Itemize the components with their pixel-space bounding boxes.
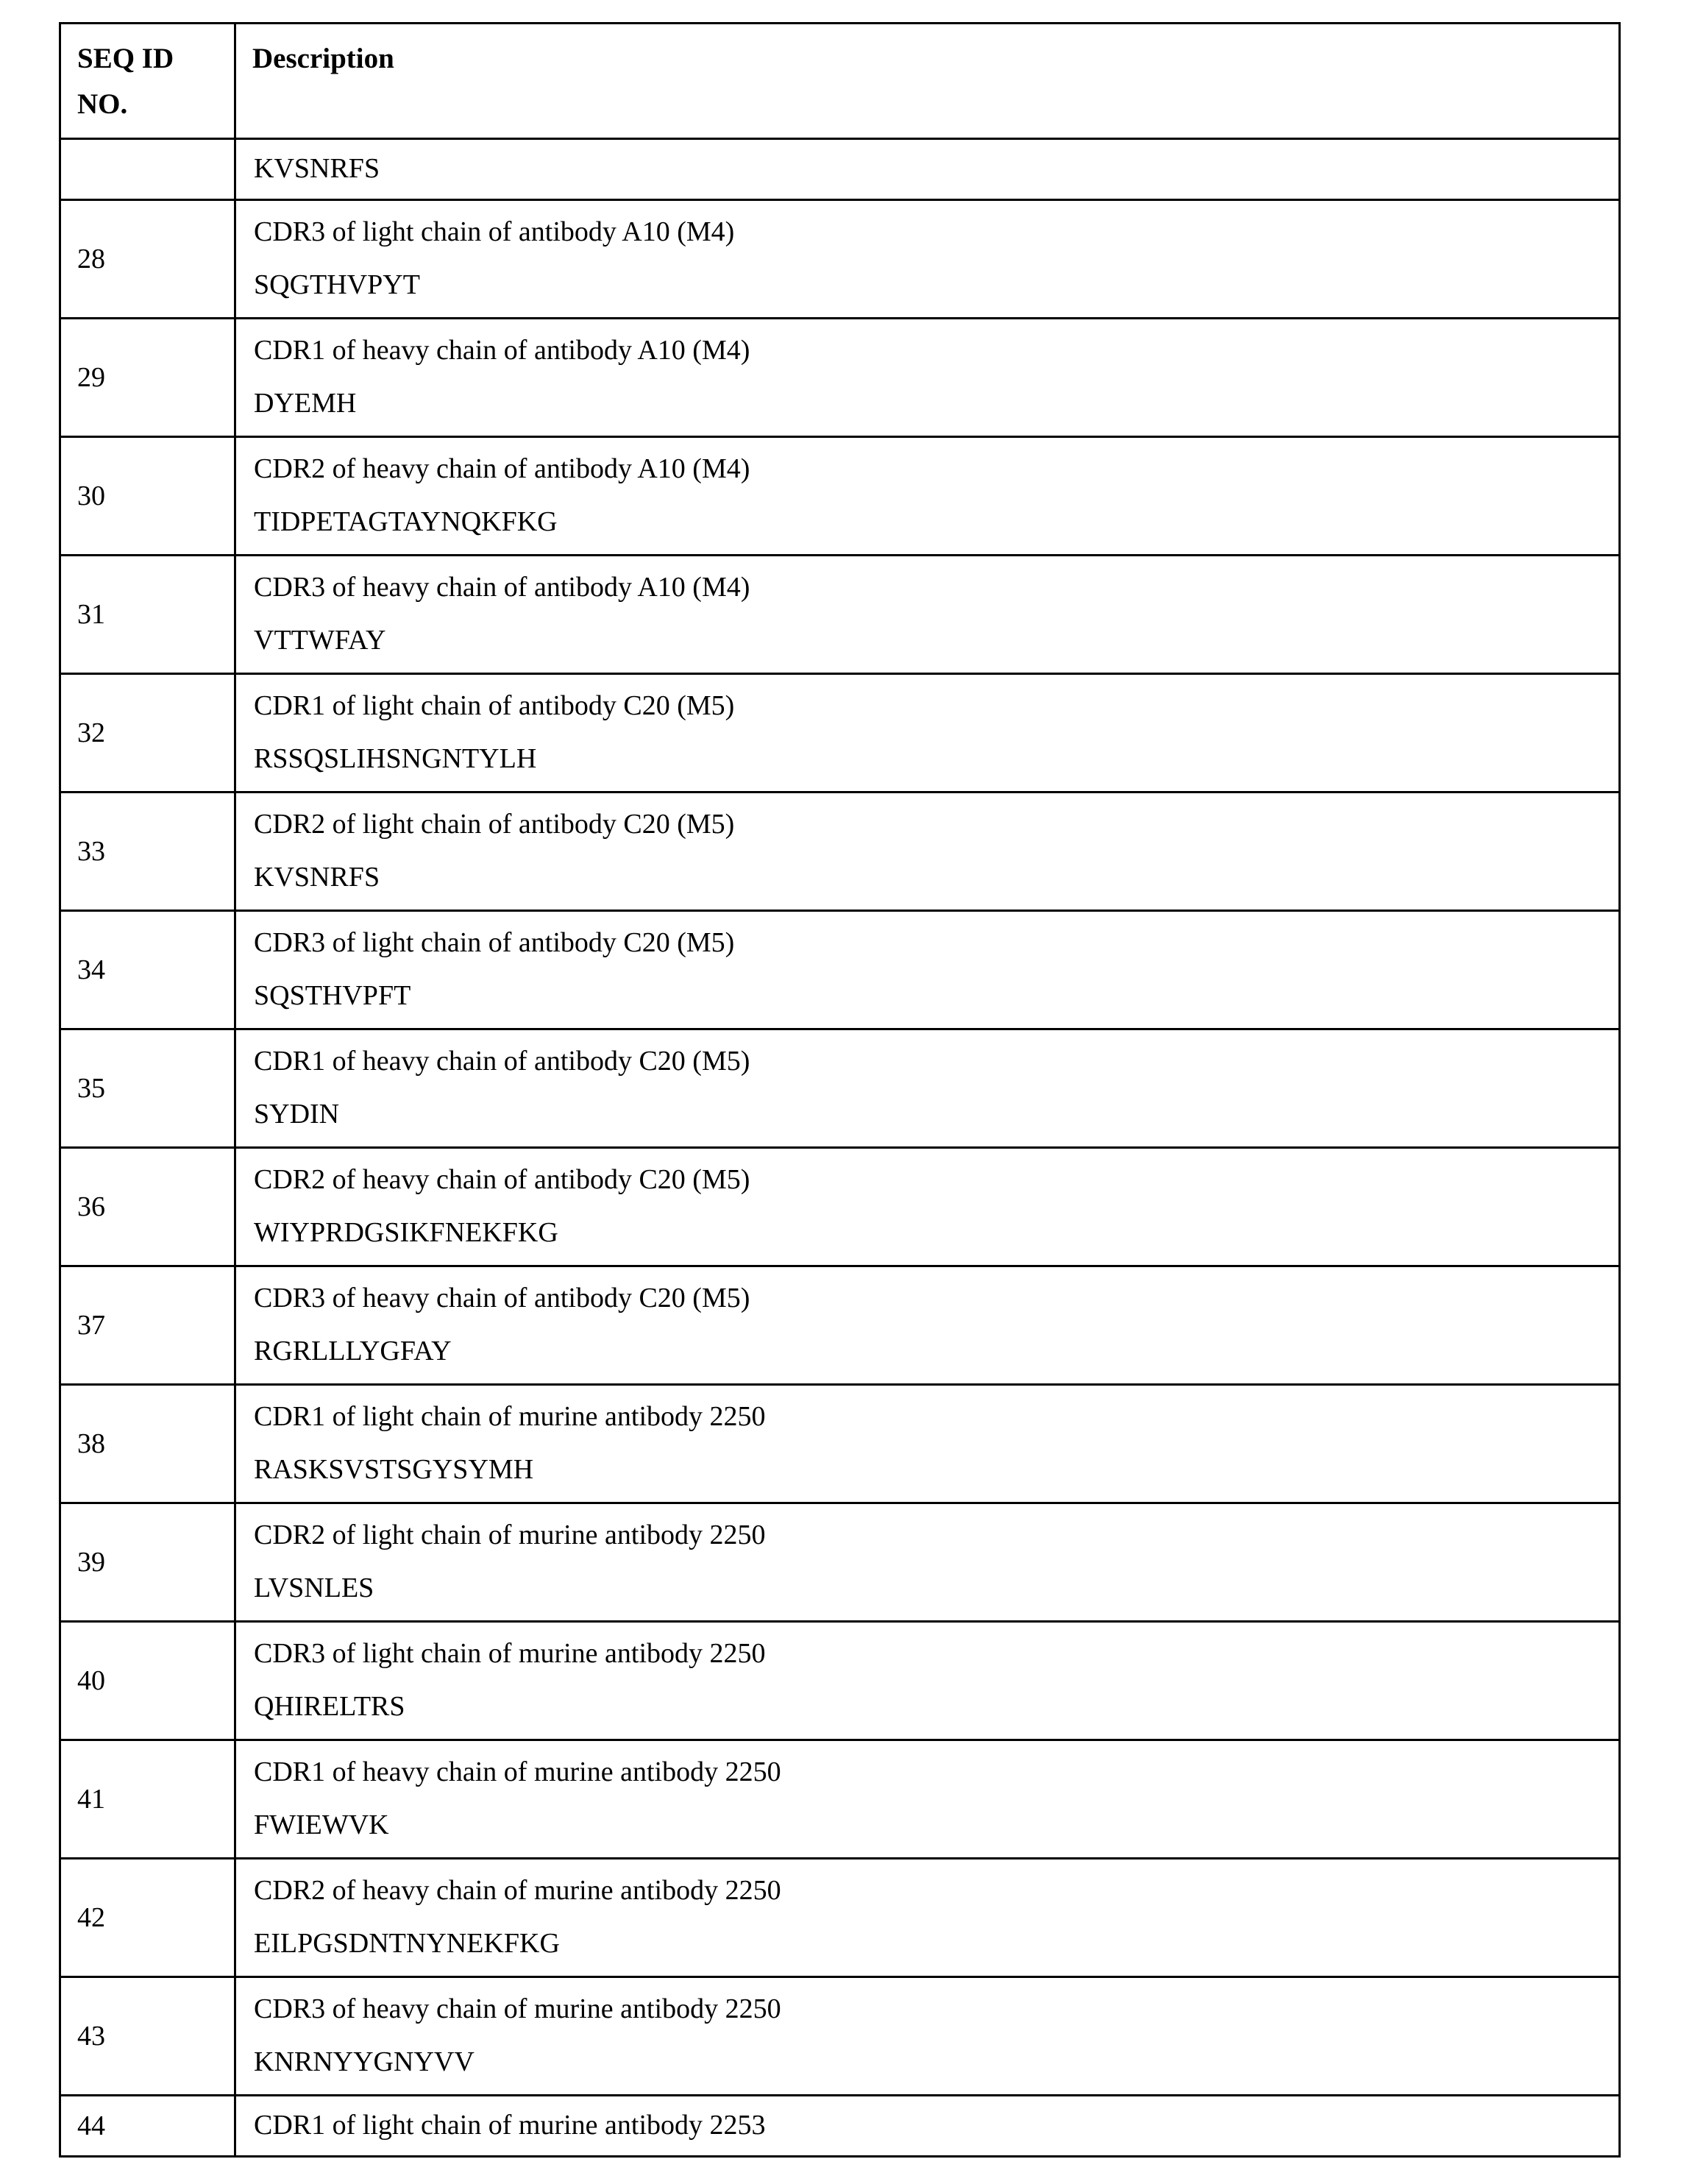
- description-cell: [235, 1622, 1620, 1740]
- table-row: [60, 1977, 1620, 2096]
- header-row: [60, 24, 1620, 139]
- table-row: [60, 139, 1620, 200]
- seq-id-cell: 44: [60, 2096, 235, 2157]
- sequence-line: EILPGSDNTNYNEKFKG: [254, 1928, 560, 1959]
- header-seq-id: [60, 24, 235, 139]
- sequence-line: RGRLLLYGFAY: [254, 1336, 452, 1366]
- sequence-line: KVSNRFS: [254, 153, 380, 184]
- sequence-line: SQGTHVPYT: [254, 269, 420, 300]
- table-body: [60, 139, 1620, 2157]
- header-description-label: Description: [252, 43, 394, 74]
- sequence-line: VTTWFAY: [254, 625, 386, 656]
- seq-id-cell: 38: [60, 1385, 235, 1503]
- sequence-line: FWIEWVK: [254, 1809, 389, 1840]
- description-cell: [235, 1503, 1620, 1622]
- sequence-line: WIYPRDGSIKFNEKFKG: [254, 1217, 558, 1248]
- seq-id-cell: 43: [60, 1977, 235, 2096]
- description-cell: [235, 1029, 1620, 1148]
- seq-id-cell: 32: [60, 674, 235, 793]
- seq-id-cell: 37: [60, 1266, 235, 1385]
- description-cell: [235, 200, 1620, 319]
- table-row: [60, 319, 1620, 437]
- seq-id-cell: 33: [60, 793, 235, 911]
- sequence-line: KNRNYYGNYVV: [254, 2046, 475, 2077]
- seq-id-cell: 41: [60, 1740, 235, 1859]
- sequence-line: LVSNLES: [254, 1573, 374, 1603]
- table-row: [60, 437, 1620, 556]
- seq-id-cell: 36: [60, 1148, 235, 1266]
- description-line: CDR1 of light chain of antibody C20 (M5): [254, 690, 735, 721]
- header-description: [235, 24, 1620, 139]
- description-line: CDR2 of heavy chain of antibody C20 (M5): [254, 1164, 750, 1195]
- sequence-line: TIDPETAGTAYNQKFKG: [254, 506, 558, 537]
- sequence-line: QHIRELTRS: [254, 1691, 405, 1722]
- sequence-line: KVSNRFS: [254, 862, 380, 893]
- seq-id-cell: 34: [60, 911, 235, 1029]
- table-row: [60, 1148, 1620, 1266]
- description-cell: [235, 911, 1620, 1029]
- description-cell: [235, 437, 1620, 556]
- description-line: CDR1 of light chain of murine antibody 2253: [254, 2110, 766, 2141]
- seq-id-cell: 39: [60, 1503, 235, 1622]
- description-line: CDR1 of light chain of murine antibody 2250: [254, 1401, 766, 1432]
- table-row: [60, 2096, 1620, 2157]
- table-row: [60, 1385, 1620, 1503]
- description-cell: [235, 1148, 1620, 1266]
- description-cell: [235, 674, 1620, 793]
- table-header: [60, 24, 1620, 139]
- header-seq-id-line2: NO.: [77, 88, 128, 120]
- table-row: [60, 1266, 1620, 1385]
- table-row: [60, 1622, 1620, 1740]
- description-line: CDR3 of heavy chain of antibody A10 (M4): [254, 572, 750, 603]
- description-line: CDR3 of light chain of murine antibody 2250: [254, 1638, 766, 1669]
- seq-id-cell: 28: [60, 200, 235, 319]
- seq-id-cell: 31: [60, 556, 235, 674]
- description-cell: [235, 139, 1620, 200]
- description-cell: [235, 319, 1620, 437]
- sequence-line: SQSTHVPFT: [254, 980, 411, 1011]
- seq-id-cell: 30: [60, 437, 235, 556]
- seq-id-cell: [60, 139, 235, 200]
- description-line: CDR3 of light chain of antibody A10 (M4): [254, 216, 735, 247]
- sequence-listing-table: [59, 22, 1621, 2158]
- description-line: CDR1 of heavy chain of murine antibody 2250: [254, 1756, 781, 1787]
- seq-id-cell: 35: [60, 1029, 235, 1148]
- description-cell: [235, 1859, 1620, 1977]
- description-cell: [235, 1266, 1620, 1385]
- seq-id-cell: 40: [60, 1622, 235, 1740]
- description-cell: [235, 1740, 1620, 1859]
- description-line: CDR3 of heavy chain of murine antibody 2250: [254, 1993, 781, 2024]
- description-line: CDR2 of light chain of antibody C20 (M5): [254, 809, 735, 840]
- table-row: [60, 556, 1620, 674]
- description-cell: [235, 2096, 1620, 2157]
- description-line: CDR2 of heavy chain of murine antibody 2250: [254, 1875, 781, 1906]
- description-line: CDR2 of heavy chain of antibody A10 (M4): [254, 453, 750, 484]
- table-row: [60, 674, 1620, 793]
- table-row: [60, 911, 1620, 1029]
- table-row: [60, 1859, 1620, 1977]
- description-cell: [235, 793, 1620, 911]
- table-row: [60, 1029, 1620, 1148]
- table-row: [60, 1503, 1620, 1622]
- sequence-line: DYEMH: [254, 388, 357, 419]
- table-row: [60, 200, 1620, 319]
- description-cell: [235, 1385, 1620, 1503]
- header-seq-id-line1: SEQ ID: [77, 43, 174, 74]
- sequence-line: RASKSVSTSGYSYMH: [254, 1454, 534, 1485]
- description-line: CDR3 of light chain of antibody C20 (M5): [254, 927, 735, 958]
- seq-id-cell: 29: [60, 319, 235, 437]
- description-cell: [235, 1977, 1620, 2096]
- table-row: [60, 1740, 1620, 1859]
- description-line: CDR2 of light chain of murine antibody 2250: [254, 1520, 766, 1550]
- table-row: [60, 793, 1620, 911]
- description-line: CDR1 of heavy chain of antibody C20 (M5): [254, 1046, 750, 1077]
- description-line: CDR3 of heavy chain of antibody C20 (M5): [254, 1283, 750, 1313]
- description-line: CDR1 of heavy chain of antibody A10 (M4): [254, 335, 750, 366]
- sequence-line: RSSQSLIHSNGNTYLH: [254, 743, 537, 774]
- sequence-line: SYDIN: [254, 1099, 340, 1130]
- description-cell: [235, 556, 1620, 674]
- seq-id-cell: 42: [60, 1859, 235, 1977]
